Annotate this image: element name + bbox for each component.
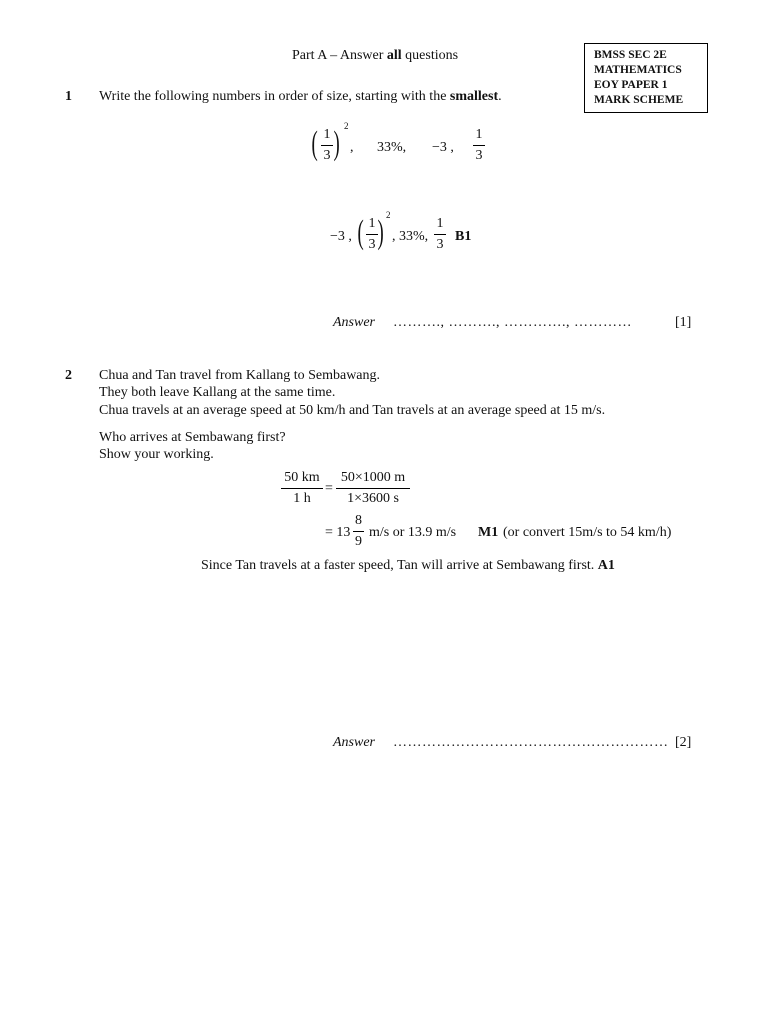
frac-num: 1 <box>475 127 483 142</box>
q1-number: 1 <box>65 89 72 104</box>
w-mixed-num: 8 <box>355 513 362 528</box>
q2-number: 2 <box>65 368 72 383</box>
q2-conclusion <box>201 558 615 574</box>
q2-answer-label: Answer <box>333 735 375 750</box>
w-den2: 1×3600 s <box>347 491 399 506</box>
q2-marks: [2] <box>675 735 692 750</box>
q1-text <box>99 89 502 105</box>
frac-bar <box>366 234 378 235</box>
working-alt: (or convert 15m/s to 54 km/h) <box>503 525 672 540</box>
q2-prompt-2: Show your working. <box>99 447 214 462</box>
frac-bar <box>321 145 333 146</box>
mark-m1: M1 <box>478 525 499 540</box>
frac-den: 3 <box>368 237 376 252</box>
frac-num: 1 <box>436 216 444 231</box>
q1-pct: 33%, <box>377 140 407 155</box>
q2-prompt-1: Who arrives at Sembawang first? <box>99 430 286 445</box>
sol-exponent: 2 <box>386 210 391 220</box>
comma: , <box>350 140 354 155</box>
frac-den: 3 <box>475 148 483 163</box>
sol-fraction <box>366 216 378 253</box>
sol-right-paren: ) <box>377 214 384 251</box>
box-line-1: BMSS SEC 2E <box>594 49 667 61</box>
w-num2: 50×1000 m <box>340 470 406 485</box>
frac-bar <box>353 531 364 532</box>
q1-neg3: −3 , <box>432 140 454 155</box>
left-paren: ( <box>311 125 318 162</box>
frac-bar <box>281 488 323 489</box>
sol-fraction-third <box>434 216 446 253</box>
q2-line-3: Chua travels at an average speed at 50 km/h and Tan travels at an average speed at 15 m/s. <box>99 403 606 418</box>
frac-bar <box>434 234 446 235</box>
title-suffix: questions <box>401 48 459 63</box>
frac-num: 1 <box>368 216 376 231</box>
working-eq: = <box>325 481 333 496</box>
q1-text-suffix: . <box>498 89 502 104</box>
right-paren: ) <box>333 125 340 162</box>
box-line-4: MARK SCHEME <box>594 94 684 106</box>
title-bold: all <box>386 48 402 63</box>
w-mixed-den: 9 <box>355 534 362 549</box>
q2-line-1: Chua and Tan travel from Kallang to Sembawang. <box>99 368 381 383</box>
paper-info-box <box>584 43 708 113</box>
working-result-prefix: = 13 <box>325 525 351 540</box>
q2-answer-dots: ………………………………………………… <box>393 735 669 750</box>
w-den1: 1 h <box>293 491 311 506</box>
box-line-3: EOY PAPER 1 <box>594 79 668 91</box>
title-prefix: Part A – Answer <box>292 48 387 63</box>
sol-pct: , 33%, <box>392 229 429 244</box>
frac-num: 1 <box>323 127 331 142</box>
q1-answer-dots: ………., ………., …………., ………… <box>393 315 632 330</box>
q1-answer-label: Answer <box>333 315 375 330</box>
conclusion-text: Since Tan travels at a faster speed, Tan will arrive at Sembawang first. <box>201 558 595 573</box>
q1-text-prefix: Write the following numbers in order of size, starting with the <box>99 89 450 104</box>
w-num1: 50 km <box>284 470 320 485</box>
working-mixed-fraction <box>353 513 364 550</box>
frac-bar <box>473 145 485 146</box>
working-fraction-2 <box>336 470 410 507</box>
exponent: 2 <box>344 121 349 131</box>
part-a-title <box>292 48 458 64</box>
frac-bar <box>336 488 410 489</box>
box-line-2: MATHEMATICS <box>594 64 682 76</box>
working-fraction-1 <box>281 470 323 507</box>
sol-left-paren: ( <box>357 214 364 251</box>
q2-line-2: They both leave Kallang at the same time. <box>99 385 336 400</box>
working-result-suffix: m/s or 13.9 m/s <box>369 525 457 540</box>
q1-fraction-third <box>473 127 485 164</box>
q1-marks: [1] <box>675 315 692 330</box>
frac-den: 3 <box>323 148 331 163</box>
q1-text-bold: smallest <box>449 89 499 104</box>
mark-b1: B1 <box>455 229 472 244</box>
q1-fraction-one-third <box>321 127 333 164</box>
sol-neg3: −3 , <box>330 229 352 244</box>
frac-den: 3 <box>436 237 444 252</box>
mark-a1: A1 <box>597 558 615 573</box>
